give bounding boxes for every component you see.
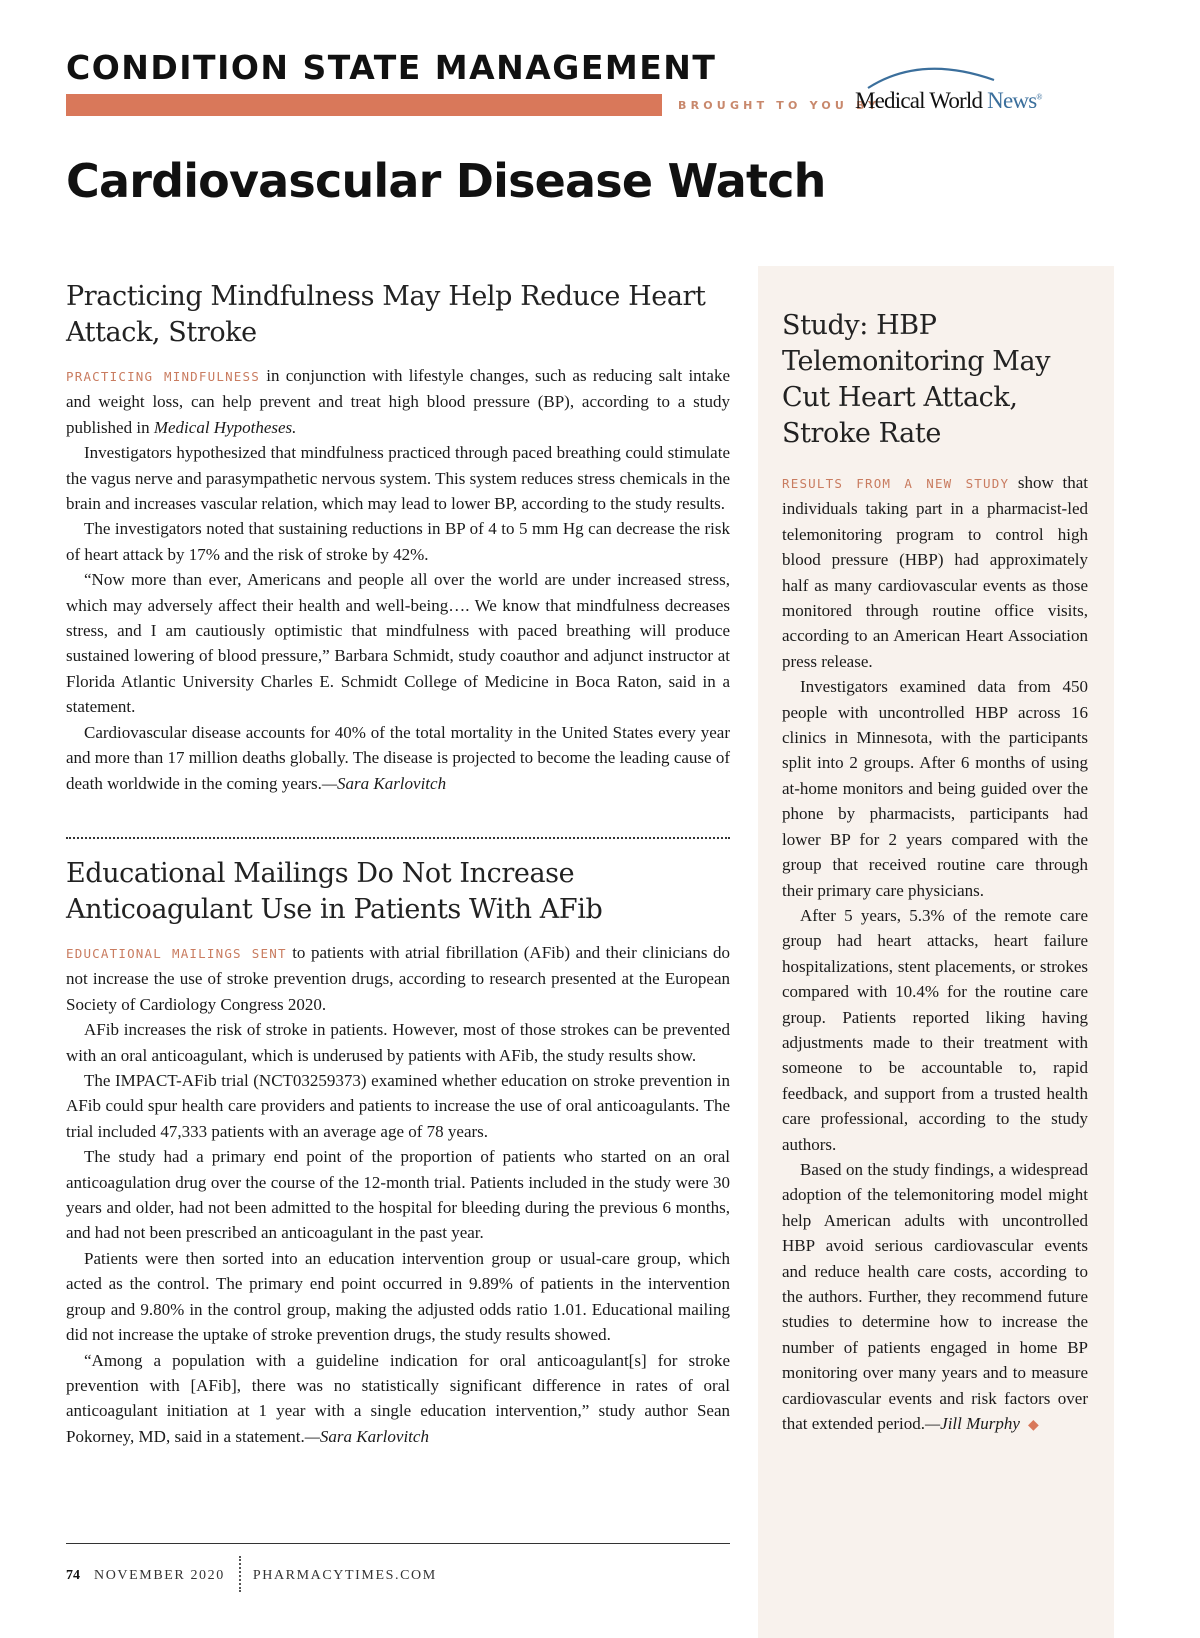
sidebar-box [758,266,1114,1638]
article-paragraph: PRACTICING MINDFULNESS in conjunction with lifestyle changes, such as reducing salt intake and weight loss, can help prevent and treat high blood pressure (BP), according to a study published in Medical Hypotheses. [66,366,730,437]
byline: —Sara Karlovitch [304,1426,429,1446]
article-paragraph: Patients were then sorted into an education intervention group or usual-care group, which acted as the control. The primary end point occurred in 9.89% of patients in the intervention group and 9.80% in the control group, making the adjusted odds ratio 1.01. Educational mailing did not increase the uptake of stroke prevention drugs, the study results showed. [66,1248,730,1345]
brand-logo [855,88,1042,114]
article-paragraph: “Among a population with a guideline indication for oral anticoagulant[s] for stroke prevention with [AFib], there was no statistically significant difference in rates of oral anticoagulant initiation at 1 year with a single education intervention,” study author Sean Pokorney, MD, said in a statement.—Sara Karlovitch [66,1350,730,1446]
registered-mark: ® [1036,92,1042,102]
article-paragraph: Cardiovascular disease accounts for 40% of the total mortality in the United States every year and more than 17 million deaths globally. The disease is projected to become the leading cause of death worldwide in the coming years.—Sara Karlovitch [66,722,730,793]
brand-swoosh-logo [866,60,996,90]
article-divider [66,837,730,839]
sidebar-paragraph: RESULTS FROM A NEW STUDY show that individuals taking part in a pharmacist-led telemonitoring program to control high blood pressure (HBP) had approximately half as many cardiovascular events as those monitored through routine office visits, according to an American Heart Association press release. [782,473,1088,671]
article-paragraph: The study had a primary end point of the proportion of patients who started on an oral anticoagulation drug over the course of the 12-month trial. Patients included in the study were 30 years and older, had not been admitted to the hospital for bleeding during the previous 6 months, and had not been prescribed an anticoagulant in the past year. [66,1147,730,1243]
brand-name: Medical World [855,88,983,113]
article-paragraph: EDUCATIONAL MAILINGS SENT to patients with atrial fibrillation (AFib) and their clinicians do not increase the use of stroke prevention drugs, according to research presented at the European Society of Cardiology Congress 2020. [66,943,730,1014]
journal-name: Medical Hypotheses. [153,417,297,437]
page-number: 74 [66,1568,80,1583]
article-paragraph: AFib increases the risk of stroke in patients. However, most of those strokes can be prevented with an oral anticoagulant, which is underused by patients with AFib, the study results show. [66,1020,730,1065]
brought-to-you-by-label: BROUGHT TO YOU BY [678,99,881,112]
article-paragraph: The investigators noted that sustaining reductions in BP of 4 to 5 mm Hg can decrease the risk of heart attack by 17% and the risk of stroke by 42%. [66,519,730,564]
sidebar-paragraph: Investigators examined data from 450 people with uncontrolled HBP across 16 clinics in Minnesota, with the participants split into 2 groups. After 6 months of using at-home monitors and being guided over the phone by pharmacists, participants had lower BP for 2 years compared with the group that received routine care through their primary care physicians. [782,677,1088,900]
brand-name-accent: News [987,88,1037,113]
footer-rule [66,1543,730,1544]
lead-in: EDUCATIONAL MAILINGS SENT [66,946,287,961]
lead-in: RESULTS FROM A NEW STUDY [782,476,1010,491]
article-paragraph: Investigators hypothesized that mindfulness practiced through paced breathing could stimulate the vagus nerve and parasympathetic nervous system. This system reduces stress chemicals in the brain and increases vascular relation, which may lead to lower BP, according to the study results. [66,443,730,514]
byline: —Jill Murphy [925,1414,1020,1434]
byline: —Sara Karlovitch [321,773,447,793]
article-paragraph: The IMPACT-AFib trial (NCT03259373) examined whether education on stroke prevention in AFib could spur health care providers and patients to increase the use of oral anticoagulants. The trial included 47,333 patients with an average age of 78 years. [66,1071,730,1141]
end-diamond-icon: ◆ [1027,1418,1039,1434]
section-accent-bar [66,94,662,116]
sidebar-paragraph: After 5 years, 5.3% of the remote care group had heart attacks, heart failure hospitalizations, stent placements, or strokes compared with 10.4% for the routine care group. Patients reported liking having adjustments made to their treatment with someone to be accountable to, rapid feedback, and support from a trusted health care professional, according to the study authors. [782,905,1088,1154]
page-title: Cardiovascular Disease Watch [66,154,826,208]
footer-separator [239,1556,241,1592]
sidebar-paragraph: Based on the study findings, a widespread adoption of the telemonitoring model might help American adults with uncontrolled HBP avoid serious cardiovascular events and reduce health care costs, according to the authors. Further, they recommend future studies to determine how to increase the number of patients engaged in home BP monitoring over many years and to measure cardiovascular events and risk factors over that extended period.—Jill Murphy ◆ [782,1159,1088,1434]
article-afib-mailings [66,856,730,1449]
lead-in: PRACTICING MINDFULNESS [66,369,260,384]
sidebar-headline: Study: HBP Telemonitoring May Cut Heart Attack, Stroke Rate [782,310,1051,449]
sidebar-article [782,308,1088,1438]
article-headline: Practicing Mindfulness May Help Reduce Heart Attack, Stroke [66,281,706,348]
page-footer [66,1558,437,1594]
website-link[interactable]: PHARMACYTIMES.COM [252,1568,437,1583]
section-title: CONDITION STATE MANAGEMENT [66,48,717,87]
article-mindfulness [66,279,730,796]
article-headline: Educational Mailings Do Not Increase Anticoagulant Use in Patients With AFib [66,858,603,925]
article-paragraph: “Now more than ever, Americans and people all over the world are under increased stress, which may adversely affect their health and well-being…. We know that mindfulness decreases stress, and I am cautiously optimistic that mindfulness with paced breathing will produce sustained lowering of blood pressure,” Barbara Schmidt, study coauthor and adjunct instructor at Florida Atlantic University Charles E. Schmidt College of Medicine in Boca Raton, said in a statement. [66,570,730,717]
issue-date: NOVEMBER 2020 [94,1568,225,1583]
